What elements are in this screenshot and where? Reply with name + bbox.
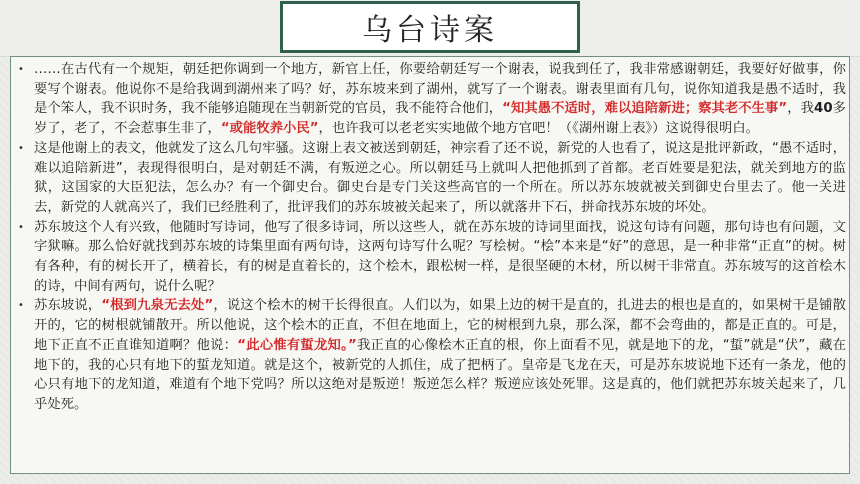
text-segment: 苏东坡这个人有兴致，他随时写诗词，他写了很多诗词，所以这些人，就在苏东坡的诗词里面找，说这句诗有问题，那句诗也有问题，文字狱嘛。那么恰好就找到苏东坡的诗集里面有两句诗，这两句诗写什么呢？写桧树。“桧”本来是“好”的意思，是一种非常“正直”的树。树有各种，有的树长开了，横着长，有的树是直着长的，这个桧木，跟松树一样，是很坚硬的木材，所以树干非常直。苏东坡写的这首桧木的诗，中间有两句，说什么呢？ [34, 219, 846, 294]
text-segment: 多岁了，老了，不会惹事生非了， [34, 101, 846, 137]
text-segment: 这是他谢上的表文，他就发了这么几句牢骚。这谢上表文被送到朝廷，神宗看了还不说，新党的人也看了，说这是批评新政，“愚不适时，难以追陪新进”，表现得很明白，是对朝廷不满，有叛逆之心。所以朝廷马上就叫人把他抓到了首都。老百姓要是犯法，就关到地方的监狱，这国家的大臣犯法，怎么办？有一个御史台。御史台是专门关这些高官的一个所在。所以苏东坡就被关到御史台里去了。他一关进去，新党的人就高兴了，我们已经胜利了，批评我们的苏东坡被关起来了，所以就落井下石，拼命找苏东坡的坏处。 [34, 140, 846, 215]
text-segment: ，我 [787, 101, 815, 117]
paragraph-text [34, 60, 846, 139]
page-title: 乌台诗案 [362, 13, 498, 48]
text-segment: 40 [814, 101, 833, 117]
quoted-verse-highlight: “或能牧养小民” [220, 121, 319, 137]
bullet-dot-icon: • [18, 64, 24, 75]
title-box [280, 1, 580, 53]
quoted-verse-highlight: “根到九泉无去处” [101, 298, 214, 314]
text-segment: ，也许我可以老老实实地做个地方官吧！（《湖州谢上表》）这说得很明白。 [318, 121, 760, 137]
bullet-paragraph [18, 218, 846, 297]
bullet-paragraph [18, 296, 846, 414]
text-segment: ，说这个桧木的树干长得很直。人们以为，如果上边的树干是直的，扎进去的根也是直的，如果树干是铺散开的，它的树根就铺散开。所以他说，这个桧木的正直，不但在地面上，它的树根到九泉，那么深，都不会弯曲的，都是正直的。可是，地下正直不正直谁知道啊？他说： [34, 298, 846, 353]
bullet-paragraph [18, 139, 846, 218]
bullet-dot-icon: • [18, 221, 24, 233]
bullet-dot-icon: • [18, 142, 24, 154]
paragraph-text [34, 296, 846, 414]
text-segment: 我正直的心像桧木正直的根，你上面看不见，就是地下的龙，“蜇”就是“伏”，藏在地下的，我的心只有地下的蜇龙知道。就是这个，被新党的人抓住，成了把柄了。皇帝是飞龙在天，可是苏东坡说地下还有一条龙，他的心只有地下的龙知道，难道有个地下党吗？所以这绝对是叛逆！叛逆怎么样？叛逆应该处死罪。这是真的，他们就把苏东坡关起来了，几乎处死。 [34, 337, 846, 412]
quoted-verse-highlight: “知其愚不适时，难以追陪新进；察其老不生事” [502, 101, 788, 117]
quoted-verse-highlight: “此心惟有蜇龙知。” [237, 337, 357, 353]
content-area [18, 60, 846, 470]
bullet-dot-icon: • [18, 300, 24, 312]
bullet-paragraph [18, 60, 846, 139]
paragraph-text [34, 218, 846, 297]
text-segment: ……在古代有一个规矩，朝廷把你调到一个地方，新官上任，你要给朝廷写一个谢表，说我到任了，我非常感谢朝廷，我要好好做事，你要写个谢表。他说你不是给我调到湖州来了吗？好，苏东坡来到了湖州，就写了一个谢表。谢表里面有几句，说你知道我是愚不适时，我是个笨人，我不识时务，我不能够追随现在当朝新党的官员，我不能符合他们， [34, 62, 846, 117]
paragraph-text [34, 139, 846, 218]
text-segment: 苏东坡说， [34, 298, 102, 314]
